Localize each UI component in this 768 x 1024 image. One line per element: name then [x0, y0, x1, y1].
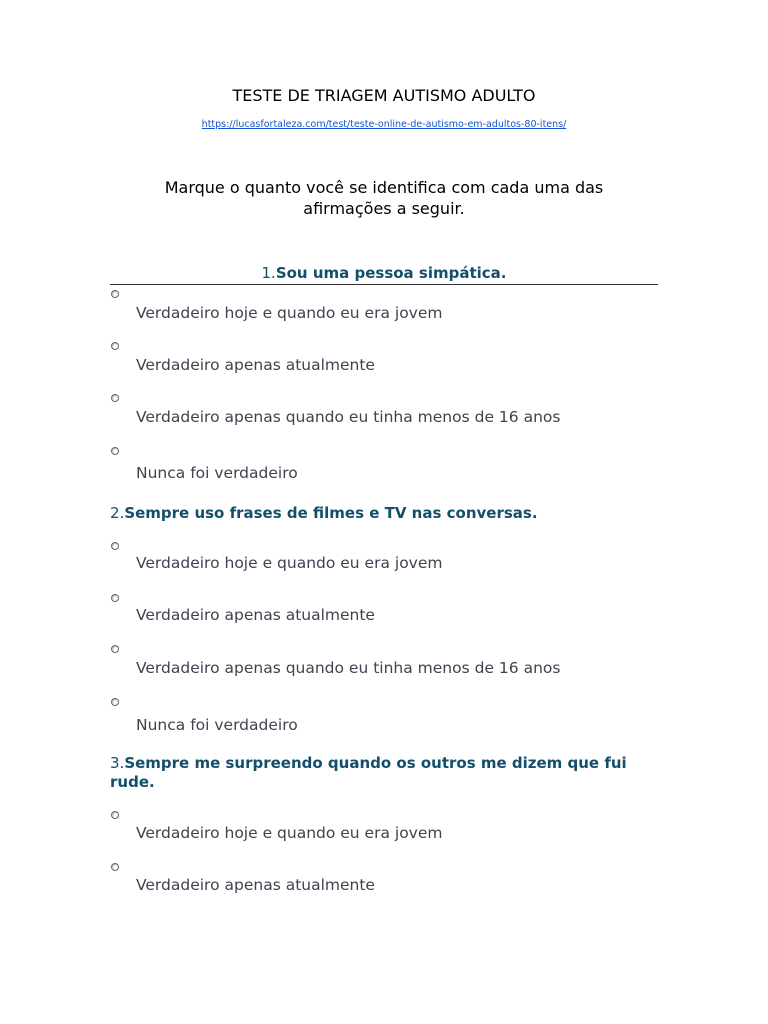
- question-text: Sempre uso frases de filmes e TV nas conversas.: [124, 504, 538, 522]
- radio-q2-option-3[interactable]: [111, 645, 119, 653]
- instructions-text: Marque o quanto você se identifica com cada uma das afirmações a seguir.: [164, 178, 604, 218]
- option-label: Verdadeiro apenas quando eu tinha menos de 16 anos: [136, 408, 561, 426]
- option-label: Nunca foi verdadeiro: [136, 716, 298, 734]
- option-label: Verdadeiro apenas atualmente: [136, 606, 375, 624]
- radio-q1-option-4[interactable]: [111, 447, 119, 455]
- question-divider: [110, 284, 658, 285]
- question-number: 2.: [110, 504, 125, 522]
- option-label: Verdadeiro hoje e quando eu era jovem: [136, 824, 443, 842]
- question-3-heading: [110, 754, 670, 792]
- option-label: Verdadeiro apenas quando eu tinha menos de 16 anos: [136, 659, 561, 677]
- radio-q1-option-1[interactable]: [111, 290, 119, 298]
- question-text: Sempre me surpreendo quando os outros me dizem que fui rude.: [110, 754, 627, 791]
- option-label: Verdadeiro hoje e quando eu era jovem: [136, 554, 443, 572]
- radio-q2-option-1[interactable]: [111, 542, 119, 550]
- question-2-heading: [110, 504, 670, 523]
- radio-q1-option-2[interactable]: [111, 342, 119, 350]
- question-1-heading: [110, 264, 658, 283]
- radio-q3-option-2[interactable]: [111, 863, 119, 871]
- radio-q3-option-1[interactable]: [111, 811, 119, 819]
- question-text: Sou uma pessoa simpática.: [275, 264, 507, 282]
- source-link[interactable]: https://lucasfortaleza.com/test/teste-online-de-autismo-em-adultos-80-itens/: [201, 119, 567, 130]
- page-title: TESTE DE TRIAGEM AUTISMO ADULTO: [232, 86, 536, 105]
- question-number: 1.: [261, 264, 276, 282]
- option-label: Verdadeiro hoje e quando eu era jovem: [136, 304, 443, 322]
- radio-q2-option-4[interactable]: [111, 698, 119, 706]
- option-label: Verdadeiro apenas atualmente: [136, 356, 375, 374]
- question-number: 3.: [110, 754, 125, 772]
- option-label: Verdadeiro apenas atualmente: [136, 876, 375, 894]
- radio-q2-option-2[interactable]: [111, 594, 119, 602]
- radio-q1-option-3[interactable]: [111, 394, 119, 402]
- option-label: Nunca foi verdadeiro: [136, 464, 298, 482]
